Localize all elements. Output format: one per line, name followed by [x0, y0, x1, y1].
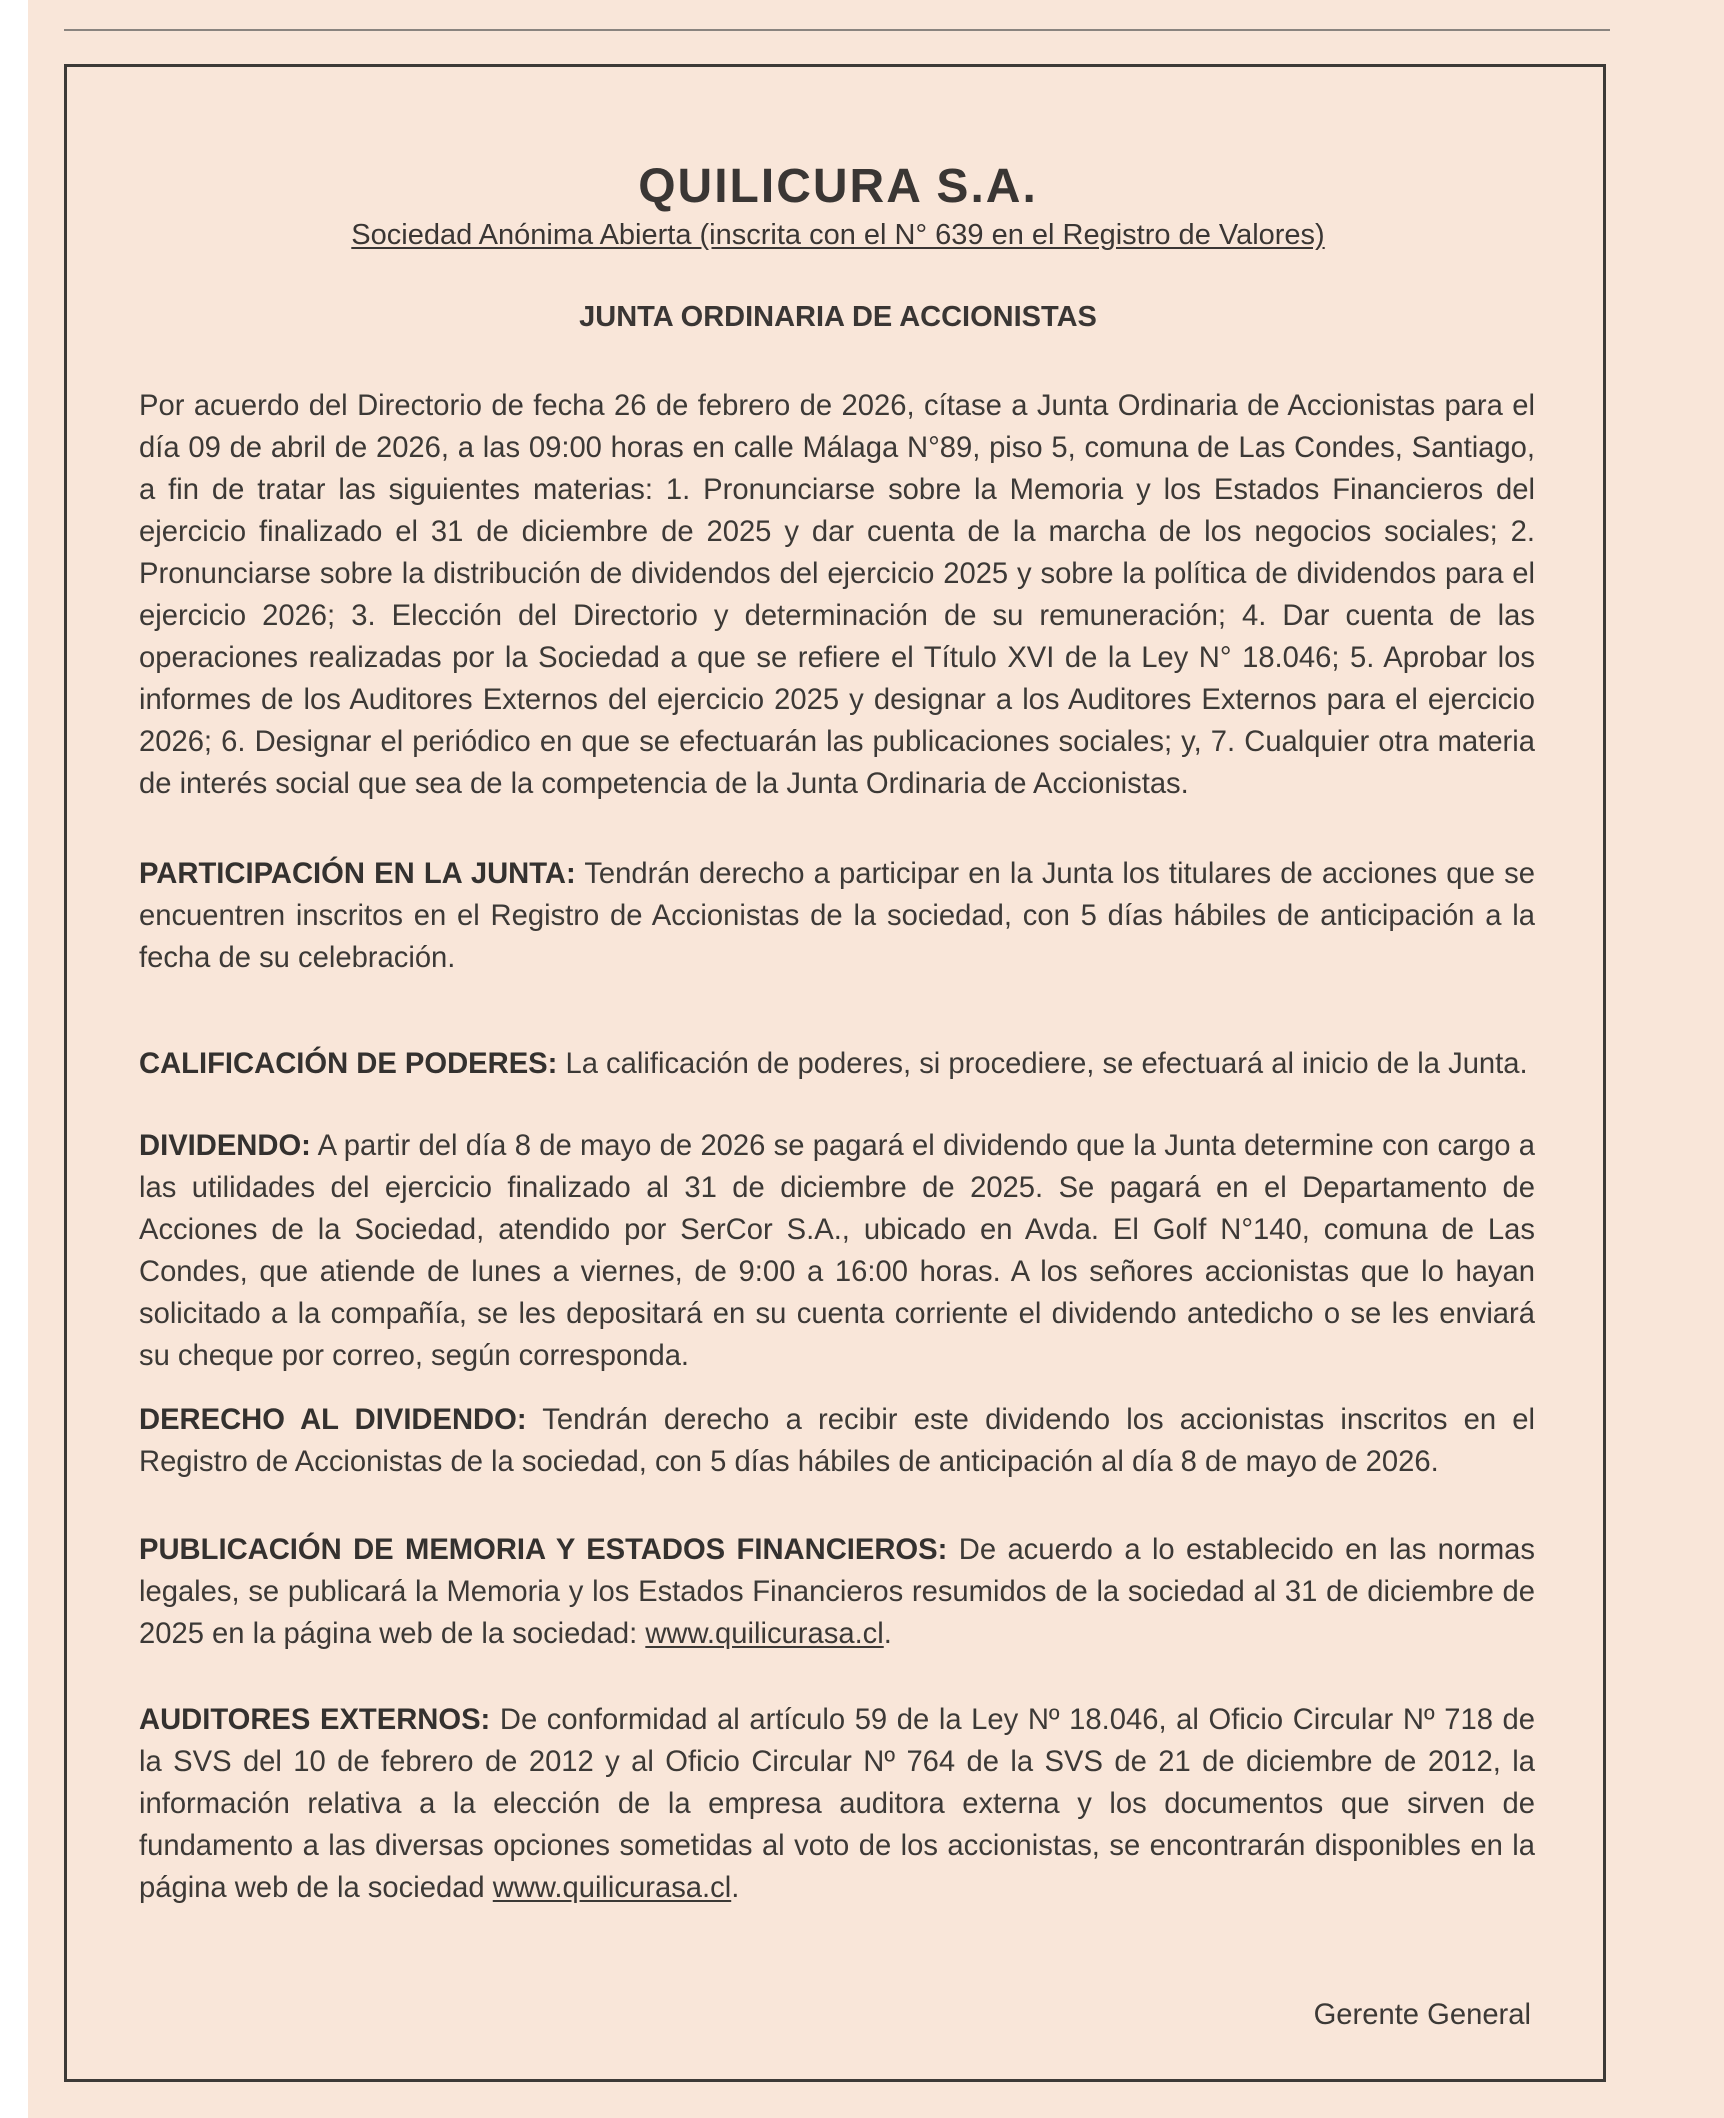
publication-paragraph [139, 1529, 1535, 1655]
auditors-heading: AUDITORES EXTERNOS: [139, 1704, 491, 1736]
dividend-text: A partir del día 8 de mayo de 2026 se pagará el dividendo que la Junta determine con cargo a las utilidades del ejercicio finalizado al 31 de diciembre de 2025. Se pagará en el Departamento de Acciones de la Sociedad, atendido por SerCor S.A., ubicado en Avda. El Golf N°140, comuna de Las Condes, que atiende de lunes a viernes, de 9:00 a 16:00 horas. A los señores accionistas que lo hayan solicitado a la compañía, se les depositará en su cuenta corriente el dividendo antedicho o se les enviará su cheque por correo, según corresponda. [139, 1130, 1536, 1372]
auditors-website-link[interactable]: www.quilicurasa.cl [492, 1872, 732, 1904]
publication-period: . [883, 1618, 892, 1650]
auditors-paragraph [139, 1699, 1535, 1909]
notice-box [64, 64, 1606, 2082]
company-subtitle-text: Sociedad Anónima Abierta (inscrita con el N° 639 en el Registro de Valores) [351, 219, 1325, 251]
dividend-right-text: Tendrán derecho a recibir este dividendo los accionistas inscritos en el Registro de Accionistas de la sociedad, con 5 días hábiles de anticipación al día 8 de mayo de 2026. [139, 1404, 1536, 1478]
auditors-text: De conformidad al artículo 59 de la Ley Nº 18.046, al Oficio Circular Nº 718 de la SVS del 10 de febrero de 2012 y al Oficio Circular Nº 764 de la SVS de 21 de diciembre de 2012, la información relativa a la elección de la empresa auditora externa y los documentos que sirven de fundamento a las diversas opciones sometidas al voto de los accionistas, se encontrarán disponibles en la página web de la sociedad [139, 1704, 1536, 1904]
signature: Gerente General [1313, 1999, 1531, 2031]
publication-heading: PUBLICACIÓN DE MEMORIA Y ESTADOS FINANCIEROS: [139, 1534, 948, 1566]
powers-text: La calificación de poderes, si procediere, se efectuará al inicio de la Junta. [565, 1048, 1528, 1080]
top-divider [64, 29, 1610, 31]
dividend-right-paragraph [139, 1399, 1535, 1483]
company-subtitle [67, 219, 1609, 252]
intro-paragraph: Por acuerdo del Directorio de fecha 26 de febrero de 2026, cítase a Junta Ordinaria de Accionistas para el día 09 de abril de 2026, a las 09:00 horas en calle Málaga N°89, piso 5, comuna de Las Condes, Santiago, a fin de tratar las siguientes materias: 1. Pronunciarse sobre la Memoria y los Estados Financieros del ejercicio finalizado el 31 de diciembre de 2025 y dar cuenta de la marcha de los negocios sociales; 2. Pronunciarse sobre la distribución de dividendos del ejercicio 2025 y sobre la política de dividendos para el ejercicio 2026; 3. Elección del Directorio y determinación de su remuneración; 4. Dar cuenta de las operaciones realizadas por la Sociedad a que se refiere el Título XVI de la Ley N° 18.046; 5. Aprobar los informes de los Auditores Externos del ejercicio 2025 y designar a los Auditores Externos para el ejercicio 2026; 6. Designar el periódico en que se efectuarán las publicaciones sociales; y, 7. Cualquier otra materia de interés social que sea de la competencia de la Junta Ordinaria de Accionistas. [139, 390, 1535, 800]
participation-paragraph [139, 853, 1535, 979]
dividend-paragraph [139, 1125, 1535, 1377]
dividend-right-heading: DERECHO AL DIVIDENDO: [139, 1404, 527, 1436]
auditors-period: . [731, 1872, 740, 1904]
page [28, 0, 1724, 2118]
powers-heading: CALIFICACIÓN DE PODERES: [139, 1048, 558, 1080]
company-name: QUILICURA S.A. [638, 160, 1038, 213]
meeting-title: JUNTA ORDINARIA DE ACCIONISTAS [579, 301, 1097, 333]
dividend-heading: DIVIDENDO: [139, 1130, 311, 1162]
participation-heading: PARTICIPACIÓN EN LA JUNTA: [139, 858, 576, 890]
publication-website-link[interactable]: www.quilicurasa.cl [645, 1618, 884, 1650]
participation-text: Tendrán derecho a participar en la Junta los titulares de acciones que se encuentren inscritos en el Registro de Accionistas de la sociedad, con 5 días hábiles de anticipación a la fecha de su celebración. [139, 858, 1535, 974]
publication-text: De acuerdo a lo establecido en las normas legales, se publicará la Memoria y los Estados Financieros resumidos de la sociedad al 31 de diciembre de 2025 en la página web de la sociedad: [139, 1534, 1536, 1650]
powers-paragraph [139, 1043, 1535, 1085]
